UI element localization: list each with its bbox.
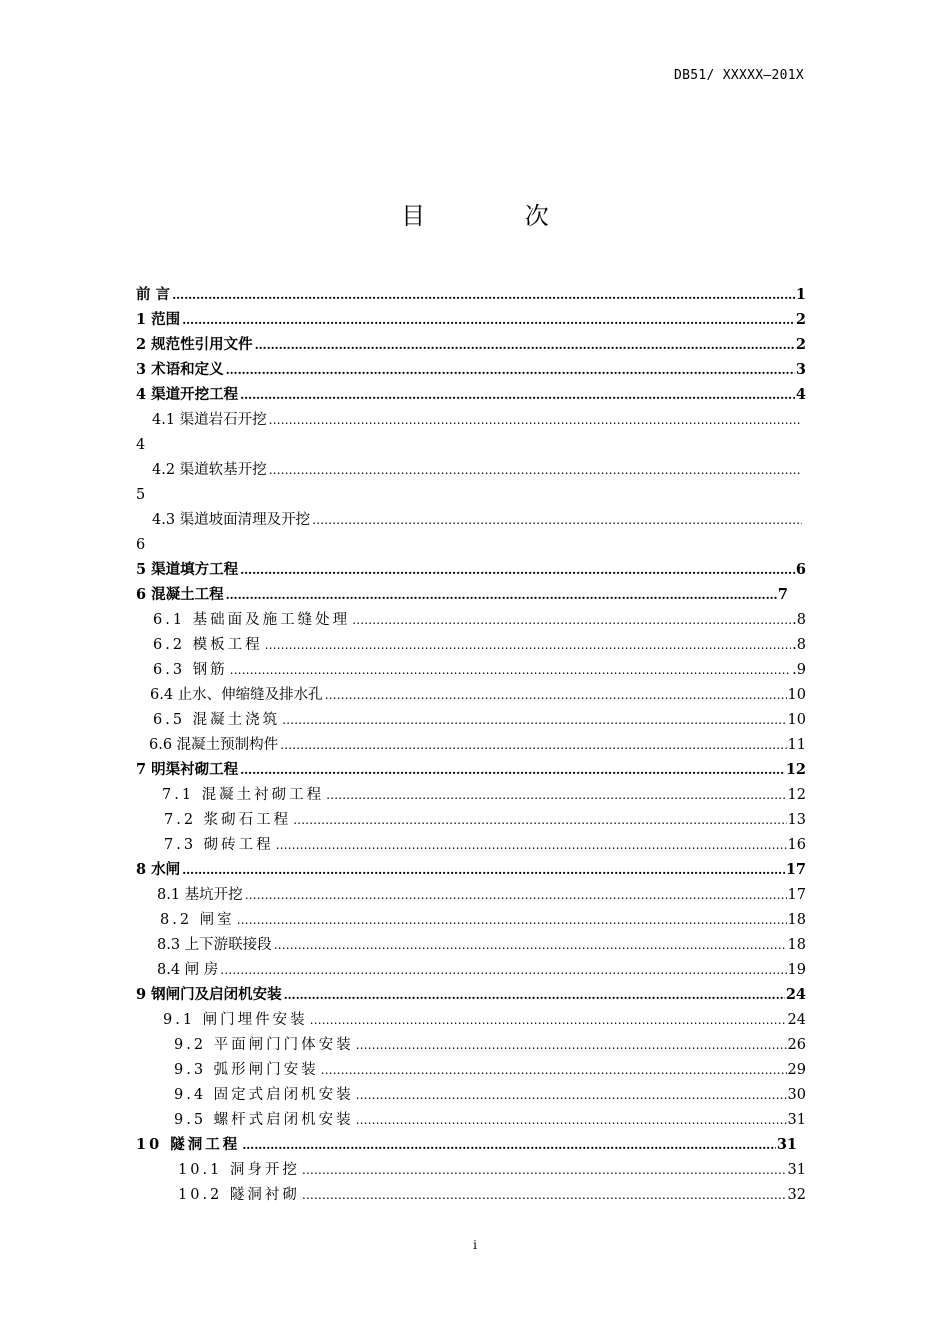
leader-dots (255, 333, 795, 357)
toc-entry-label: 10.2 隧洞衬砌 (178, 1187, 300, 1203)
toc-entry-page: 13 (787, 812, 806, 828)
toc-entry-page: 10 (787, 687, 806, 703)
leader-dots (265, 633, 791, 657)
toc-entry-label: 9.1 闸门埋件安装 (163, 1012, 308, 1028)
toc-entry[interactable] (136, 583, 788, 607)
toc-entry-label: 6.4 止水、伸缩缝及排水孔 (150, 687, 323, 703)
toc-entry[interactable] (153, 658, 806, 682)
toc-entry-label: 8.4 闸 房 (157, 962, 219, 978)
toc-entry[interactable] (164, 808, 806, 832)
leader-dots (326, 783, 786, 807)
leader-dots (230, 658, 791, 682)
toc-entry[interactable] (149, 733, 806, 757)
toc-entry[interactable] (174, 1108, 806, 1132)
leader-dots (245, 883, 787, 907)
leader-dots (274, 933, 787, 957)
toc-entry-label: 2 规范性引用文件 (136, 336, 253, 353)
toc-entry-label: 前 言 (136, 286, 171, 303)
toc-entry[interactable] (162, 783, 806, 807)
toc-entry[interactable] (136, 333, 806, 357)
toc-entry-page: 7 (777, 586, 788, 603)
toc-entry-label: 7 明渠衬砌工程 (136, 761, 239, 778)
toc-entry-page: 6 (136, 537, 146, 553)
toc-entry[interactable] (178, 1158, 806, 1182)
leader-dots (240, 558, 795, 582)
toc-entry[interactable] (160, 908, 806, 932)
toc-entry[interactable] (152, 508, 802, 532)
leader-dots (280, 733, 786, 757)
page-number: i (473, 1238, 477, 1252)
toc-entry-page: 19 (787, 962, 806, 978)
toc-entry-page: 32 (787, 1187, 806, 1203)
toc-entry-page: 17 (787, 887, 806, 903)
toc-entry[interactable] (136, 558, 806, 582)
toc-entry-page: 2 (795, 336, 806, 353)
toc-entry[interactable] (157, 958, 806, 982)
leader-dots (240, 758, 785, 782)
leader-dots (302, 1158, 787, 1182)
toc-entry[interactable] (164, 833, 806, 857)
toc-entry[interactable] (153, 708, 806, 732)
toc-entry-label: 7.2 浆砌石工程 (164, 812, 292, 828)
toc-entry[interactable] (136, 1133, 797, 1157)
toc-entry-page: .8 (792, 637, 806, 653)
toc-entry-label: 8.1 基坑开挖 (157, 887, 243, 903)
toc-entry[interactable] (163, 1008, 806, 1032)
leader-dots (352, 608, 791, 632)
toc-entry-label: 6.2 模板工程 (153, 637, 263, 653)
toc-entry-label: 5 渠道填方工程 (136, 561, 239, 578)
toc-entry-label: 1 范围 (136, 311, 181, 328)
toc-entry-label: 3 术语和定义 (136, 361, 224, 378)
toc-entry-page: 5 (136, 487, 146, 503)
toc-entry[interactable] (136, 758, 806, 782)
leader-dots (172, 283, 795, 307)
leader-dots (226, 358, 795, 382)
toc-entry-page: 18 (787, 937, 806, 953)
toc-entry-page: 10 (787, 712, 806, 728)
toc-entry[interactable] (152, 458, 802, 482)
leader-dots (269, 408, 802, 432)
toc-entry[interactable] (174, 1058, 806, 1082)
toc-entry-page: 31 (787, 1112, 806, 1128)
toc-entry[interactable] (174, 1033, 806, 1057)
toc-entry-page: 12 (787, 787, 806, 803)
toc-entry[interactable] (136, 383, 806, 407)
leader-dots (321, 1058, 787, 1082)
toc-entry[interactable] (136, 983, 806, 1007)
toc-entry-page: 16 (787, 837, 806, 853)
toc-entry-label: 9.4 固定式启闭机安装 (174, 1087, 354, 1103)
leader-dots (276, 833, 787, 857)
toc-entry[interactable] (178, 1183, 806, 1207)
leader-dots (356, 1083, 787, 1107)
toc-entry-label: 9 钢闸门及启闭机安装 (136, 986, 282, 1003)
leader-dots (282, 708, 786, 732)
toc-entry-label: 4 渠道开挖工程 (136, 386, 239, 403)
toc-entry[interactable] (174, 1083, 806, 1107)
toc-entry-page: 17 (785, 861, 806, 878)
toc-entry-page: 30 (787, 1087, 806, 1103)
toc-entry[interactable] (136, 308, 806, 332)
toc-entry-page: 24 (785, 986, 806, 1003)
toc-entry-page: 24 (787, 1012, 806, 1028)
leader-dots (293, 808, 786, 832)
toc-entry-page: 4 (136, 437, 146, 453)
toc-entry-page: 18 (787, 912, 806, 928)
toc-entry-page: 4 (795, 386, 806, 403)
leader-dots (356, 1108, 787, 1132)
toc-entry-page: 29 (787, 1062, 806, 1078)
toc-entry[interactable] (157, 933, 806, 957)
toc-entry-label: 6 混凝土工程 (136, 586, 224, 603)
leader-dots (269, 458, 802, 482)
toc-entry-label: 9.5 螺杆式启闭机安装 (174, 1112, 354, 1128)
leader-dots (220, 958, 786, 982)
toc-entry[interactable] (153, 633, 806, 657)
toc-entry[interactable] (136, 858, 806, 882)
toc-entry[interactable] (152, 408, 802, 432)
leader-dots (242, 1133, 776, 1157)
toc-entry-page: 3 (795, 361, 806, 378)
toc-entry[interactable] (153, 608, 806, 632)
leader-dots (226, 583, 777, 607)
toc-entry-page: 12 (785, 761, 806, 778)
toc-entry-label: 6.6 混凝土预制构件 (149, 737, 279, 753)
toc-entry[interactable] (157, 883, 806, 907)
leader-dots (237, 908, 787, 932)
toc-entry-label: 10.1 洞身开挖 (178, 1162, 300, 1178)
leader-dots (284, 983, 785, 1007)
toc-entry-label: 9.2 平面闸门门体安装 (174, 1037, 354, 1053)
leader-dots (302, 1183, 787, 1207)
leader-dots (310, 1008, 787, 1032)
toc-entry-page: 1 (795, 286, 806, 303)
toc-entry-label: 10 隧洞工程 (136, 1136, 241, 1153)
toc-entry-label: 8 水闸 (136, 861, 181, 878)
toc-entry[interactable] (136, 358, 806, 382)
toc-entry-label: 7.1 混凝土衬砌工程 (162, 787, 325, 803)
leader-dots (182, 858, 785, 882)
toc-entry[interactable] (150, 683, 806, 707)
toc-entry-label: 9.3 弧形闸门安装 (174, 1062, 319, 1078)
toc-entry-label: 4.2 渠道软基开挖 (152, 462, 267, 478)
toc-entry-page: 11 (787, 737, 806, 753)
toc-entry-label: 6.5 混凝土浇筑 (153, 712, 281, 728)
toc-entry-label: 4.3 渠道坡面清理及开挖 (152, 512, 311, 528)
toc-entry-label: 6.1 基础面及施工缝处理 (153, 612, 351, 628)
toc-entry-label: 8.2 闸室 (160, 912, 235, 928)
page-title: 目 次 (401, 202, 595, 230)
leader-dots (325, 683, 787, 707)
toc-entry-label: 6.3 钢筋 (153, 662, 228, 678)
toc-entry[interactable] (136, 283, 806, 307)
toc-entry-label: 7.3 砌砖工程 (164, 837, 274, 853)
toc-entry-page: .8 (792, 612, 806, 628)
leader-dots (240, 383, 795, 407)
document-code: DB51/ XXXXX—201X (673, 68, 804, 83)
toc-entry-page: 2 (795, 311, 806, 328)
toc-entry-label: 4.1 渠道岩石开挖 (152, 412, 267, 428)
toc-entry-page: 26 (787, 1037, 806, 1053)
toc-entry-page: 31 (776, 1136, 797, 1153)
toc-entry-page: .9 (792, 662, 806, 678)
toc-entry-page: 6 (795, 561, 806, 578)
toc-entry-label: 8.3 上下游联接段 (157, 937, 272, 953)
leader-dots (182, 308, 795, 332)
leader-dots (356, 1033, 787, 1057)
leader-dots (312, 508, 802, 532)
toc-entry-page: 31 (787, 1162, 806, 1178)
